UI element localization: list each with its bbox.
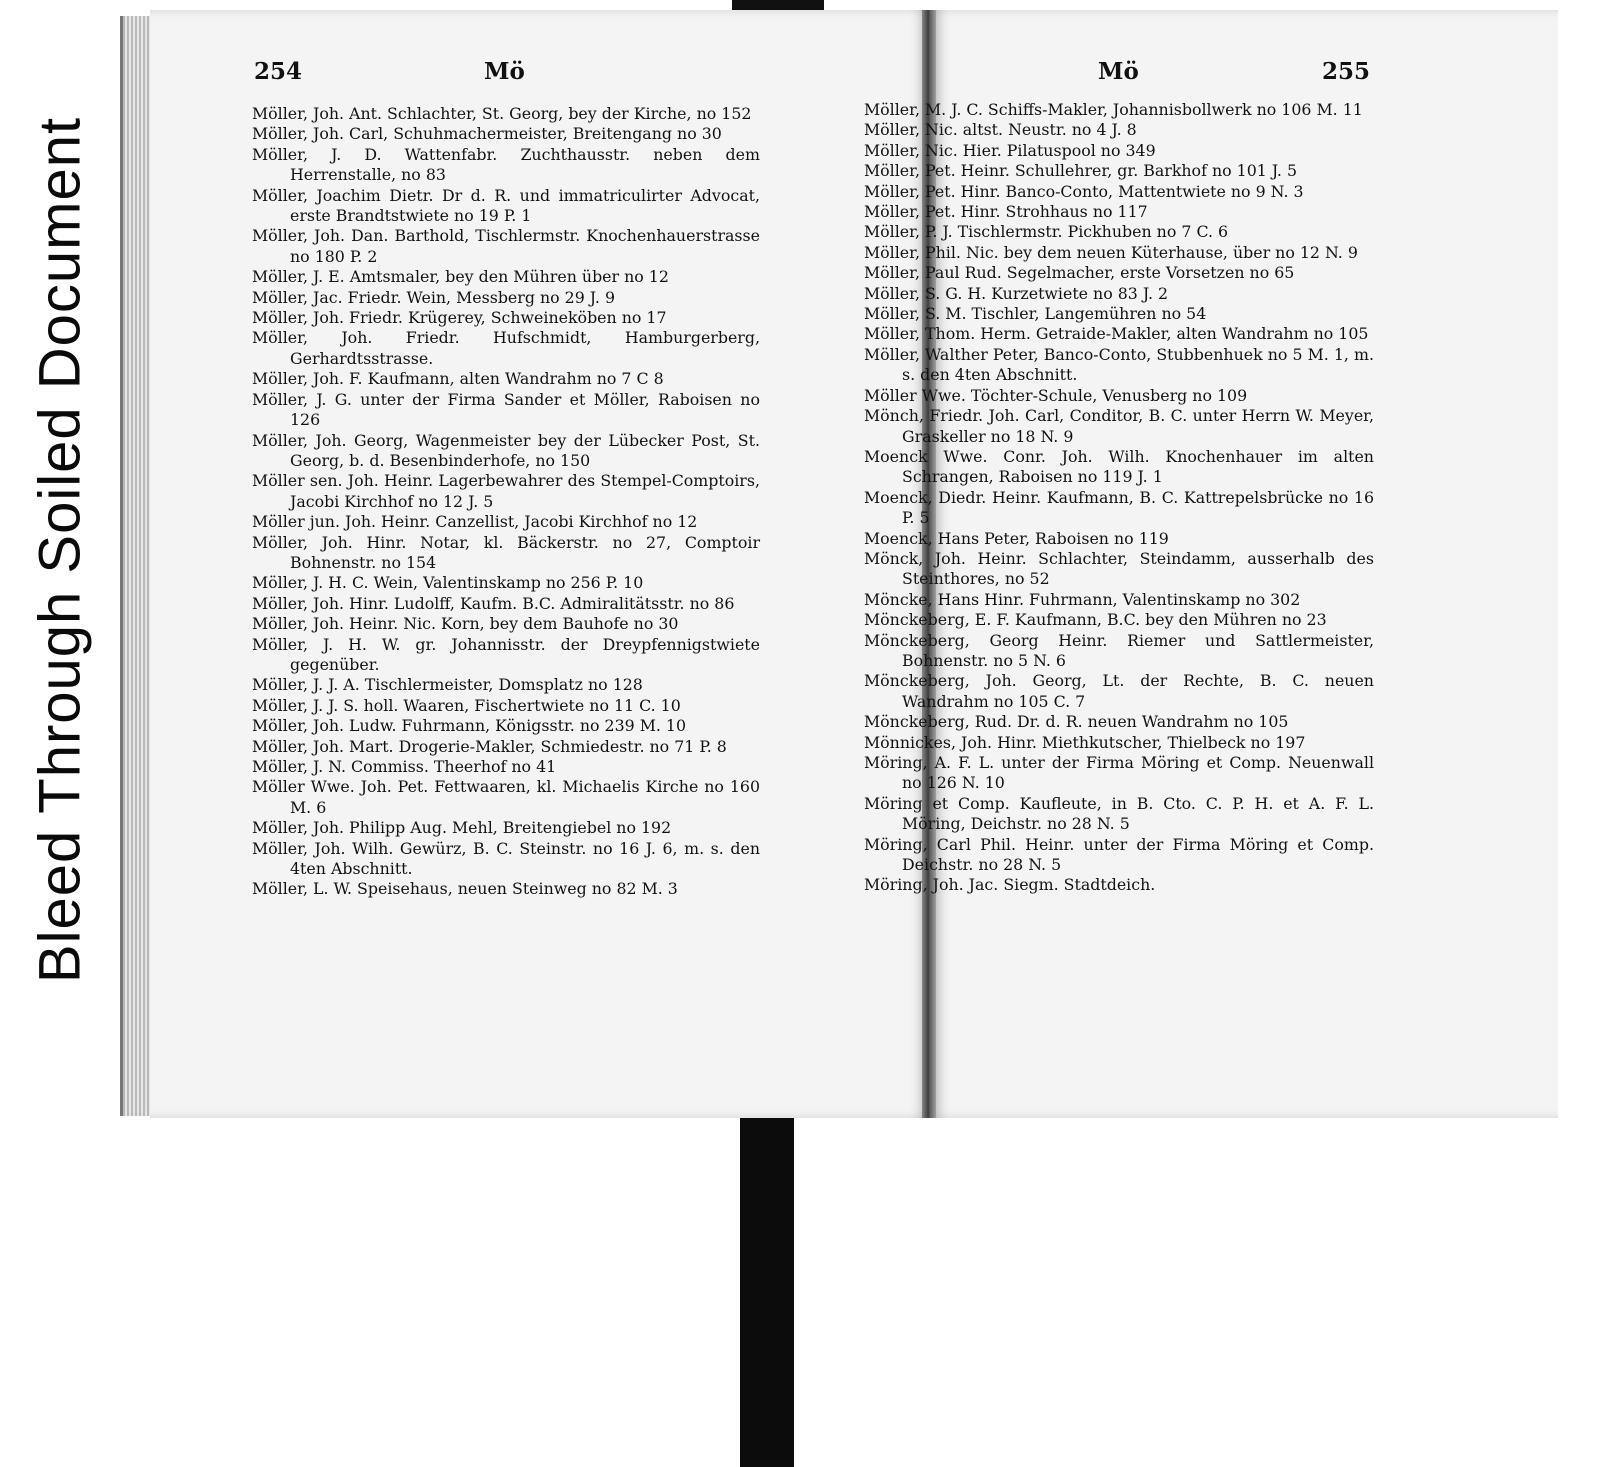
right-page-header: Mö	[1098, 58, 1139, 85]
directory-entry: Möller, S. G. H. Kurzetwiete no 83 J. 2	[864, 283, 1169, 303]
directory-entry: Möring et Comp. Kaufleute, in B. Cto. C. P. H. et A. F. L. Möring, Deichstr. no 28 N. 5	[864, 793, 1374, 834]
directory-entry: Möller, Joachim Dietr. Dr d. R. und immatriculirter Advocat, erste Brandtstwiete no 19 P. 1	[252, 185, 760, 226]
directory-entry: Möller, Nic. altst. Neustr. no 4 J. 8	[864, 120, 1137, 140]
directory-entry: Möller, Joh. Ant. Schlachter, St. Georg, bey der Kirche, no 152	[252, 104, 752, 123]
directory-entry: Möller, Joh. Heinr. Nic. Korn, bey dem Bauhofe no 30	[252, 614, 679, 634]
directory-entry: Möller, L. W. Speisehaus, neuen Steinweg no 82 M. 3	[252, 879, 678, 899]
directory-entry: Möller, Walther Peter, Banco-Conto, Stubbenhuek no 5 M. 1, m. s. den 4ten Abschnitt.	[864, 344, 1374, 385]
left-entry-list	[252, 104, 760, 900]
directory-entry: Möller, Joh. Friedr. Hufschmidt, Hamburgerberg, Gerhardtsstrasse.	[252, 328, 760, 368]
directory-entry: Möller, Nic. Hier. Pilatuspool no 349	[864, 140, 1156, 160]
directory-entry: Möring, A. F. L. unter der Firma Möring et Comp. Neuenwall no 126 N. 10	[864, 753, 1374, 793]
directory-entry: Möller, S. M. Tischler, Langemühren no 54	[864, 304, 1207, 324]
directory-entry: Mönck, Joh. Heinr. Schlachter, Steindamm, ausserhalb des Steinthores, no 52	[864, 548, 1374, 589]
directory-entry: Möller, Phil. Nic. bey dem neuen Küterhause, über no 12 N. 9	[864, 242, 1358, 262]
directory-entry: Möller, J. J. S. holl. Waaren, Fischertwiete no 11 C. 10	[252, 695, 681, 715]
directory-entry: Möller, M. J. C. Schiffs-Makler, Johannisbollwerk no 106 M. 11	[864, 100, 1363, 119]
directory-entry: Mönckeberg, Georg Heinr. Riemer und Sattlermeister, Bohnenstr. no 5 N. 6	[864, 630, 1374, 670]
directory-entry: Möller, Joh. Hinr. Ludolff, Kaufm. B.C. Admiralitätsstr. no 86	[252, 593, 735, 613]
directory-entry: Möller, Pet. Heinr. Schullehrer, gr. Barkhof no 101 J. 5	[864, 161, 1298, 181]
directory-entry: Möller, J. N. Commiss. Theerhof no 41	[252, 757, 557, 776]
directory-entry: Mönckeberg, Rud. Dr. d. R. neuen Wandrahm no 105	[864, 712, 1289, 732]
directory-entry: Möller, J. G. unter der Firma Sander et Möller, Raboisen no 126	[252, 389, 760, 430]
directory-entry: Mönckeberg, Joh. Georg, Lt. der Rechte, B. C. neuen Wandrahm no 105 C. 7	[864, 671, 1374, 711]
directory-entry: Möller, Joh. Georg, Wagenmeister bey der Lübecker Post, St. Georg, b. d. Besenbinderhofe, no 150	[252, 430, 760, 470]
directory-entry: Möller, P. J. Tischlermstr. Pickhuben no 7 C. 6	[864, 222, 1229, 242]
directory-entry: Mönch, Friedr. Joh. Carl, Conditor, B. C. unter Herrn W. Meyer, Graskeller no 18 N. 9	[864, 406, 1374, 446]
tab-marker-bottom	[740, 1118, 794, 1467]
directory-entry: Möller, J. D. Wattenfabr. Zuchthausstr. neben dem Herrenstalle, no 83	[252, 144, 760, 185]
directory-entry: Möring, Joh. Jac. Siegm. Stadtdeich.	[864, 875, 1156, 895]
directory-entry: Möller, Joh. Wilh. Gewürz, B. C. Steinstr. no 16 J. 6, m. s. den 4ten Abschnitt.	[252, 838, 760, 879]
side-label	[12, 20, 108, 1080]
left-page-number: 254	[254, 58, 303, 85]
directory-entry: Möller, Joh. Ludw. Fuhrmann, Königsstr. no 239 M. 10	[252, 716, 687, 736]
directory-entry: Möller, Joh. Hinr. Notar, kl. Bäckerstr. no 27, Comptoir Bohnenstr. no 154	[252, 532, 760, 572]
directory-entry: Möller, Joh. F. Kaufmann, alten Wandrahm no 7 C 8	[252, 369, 664, 389]
directory-entry: Möller, J. H. W. gr. Johannisstr. der Dreypfennigstwiete gegenüber.	[252, 634, 760, 674]
directory-entry: Moenck, Hans Peter, Raboisen no 119	[864, 528, 1169, 548]
directory-entry: Möller, Joh. Friedr. Krügerey, Schweineköben no 17	[252, 308, 667, 328]
directory-entry: Mönnickes, Joh. Hinr. Miethkutscher, Thielbeck no 197	[864, 732, 1306, 752]
directory-entry: Moenck Wwe. Conr. Joh. Wilh. Knochenhauer im alten Schrangen, Raboisen no 119 J. 1	[864, 446, 1374, 487]
directory-entry: Möller, Jac. Friedr. Wein, Messberg no 29 J. 9	[252, 287, 615, 307]
directory-entry: Möller, J. H. C. Wein, Valentinskamp no 256 P. 10	[252, 573, 644, 593]
directory-entry: Möller, Joh. Mart. Drogerie-Makler, Schmiedestr. no 71 P. 8	[252, 736, 727, 756]
directory-entry: Möller, Joh. Philipp Aug. Mehl, Breitengiebel no 192	[252, 818, 672, 838]
directory-entry: Möller, Joh. Dan. Barthold, Tischlermstr. Knochenhauerstrasse no 180 P. 2	[252, 226, 760, 266]
directory-entry: Möller, Pet. Hinr. Strohhaus no 117	[864, 202, 1148, 222]
directory-entry: Möller Wwe. Töchter-Schule, Venusberg no 109	[864, 385, 1248, 405]
directory-entry: Möller, Joh. Carl, Schuhmachermeister, Breitengang no 30	[252, 124, 722, 144]
right-page-number: 255	[1322, 58, 1371, 85]
directory-entry: Möller Wwe. Joh. Pet. Fettwaaren, kl. Michaelis Kirche no 160 M. 6	[252, 777, 760, 817]
directory-entry: Möller, J. J. A. Tischlermeister, Domsplatz no 128	[252, 675, 643, 695]
left-page-header: Mö	[484, 58, 525, 85]
directory-entry: Möncke, Hans Hinr. Fuhrmann, Valentinskamp no 302	[864, 589, 1301, 609]
directory-entry: Möller, Pet. Hinr. Banco-Conto, Mattentwiete no 9 N. 3	[864, 181, 1304, 201]
directory-entry: Möller jun. Joh. Heinr. Canzellist, Jacobi Kirchhof no 12	[252, 512, 698, 532]
directory-entry: Möller, Paul Rud. Segelmacher, erste Vorsetzen no 65	[864, 263, 1295, 283]
directory-entry: Moenck, Diedr. Heinr. Kaufmann, B. C. Kattrepelsbrücke no 16 P. 5	[864, 487, 1374, 528]
directory-entry: Möller, Thom. Herm. Getraide-Makler, alten Wandrahm no 105	[864, 324, 1369, 344]
directory-entry: Mönckeberg, E. F. Kaufmann, B.C. bey den Mühren no 23	[864, 610, 1327, 630]
directory-entry: Möller sen. Joh. Heinr. Lagerbewahrer des Stempel-Comptoirs, Jacobi Kirchhof no 12 J. 5	[252, 471, 760, 511]
directory-entry: Möller, J. E. Amtsmaler, bey den Mühren über no 12	[252, 267, 669, 287]
side-label-text: Bleed Through Soiled Document	[27, 116, 93, 984]
directory-entry: Möring, Carl Phil. Heinr. unter der Firma Möring et Comp. Deichstr. no 28 N. 5	[864, 834, 1374, 875]
right-entry-list	[864, 100, 1374, 896]
